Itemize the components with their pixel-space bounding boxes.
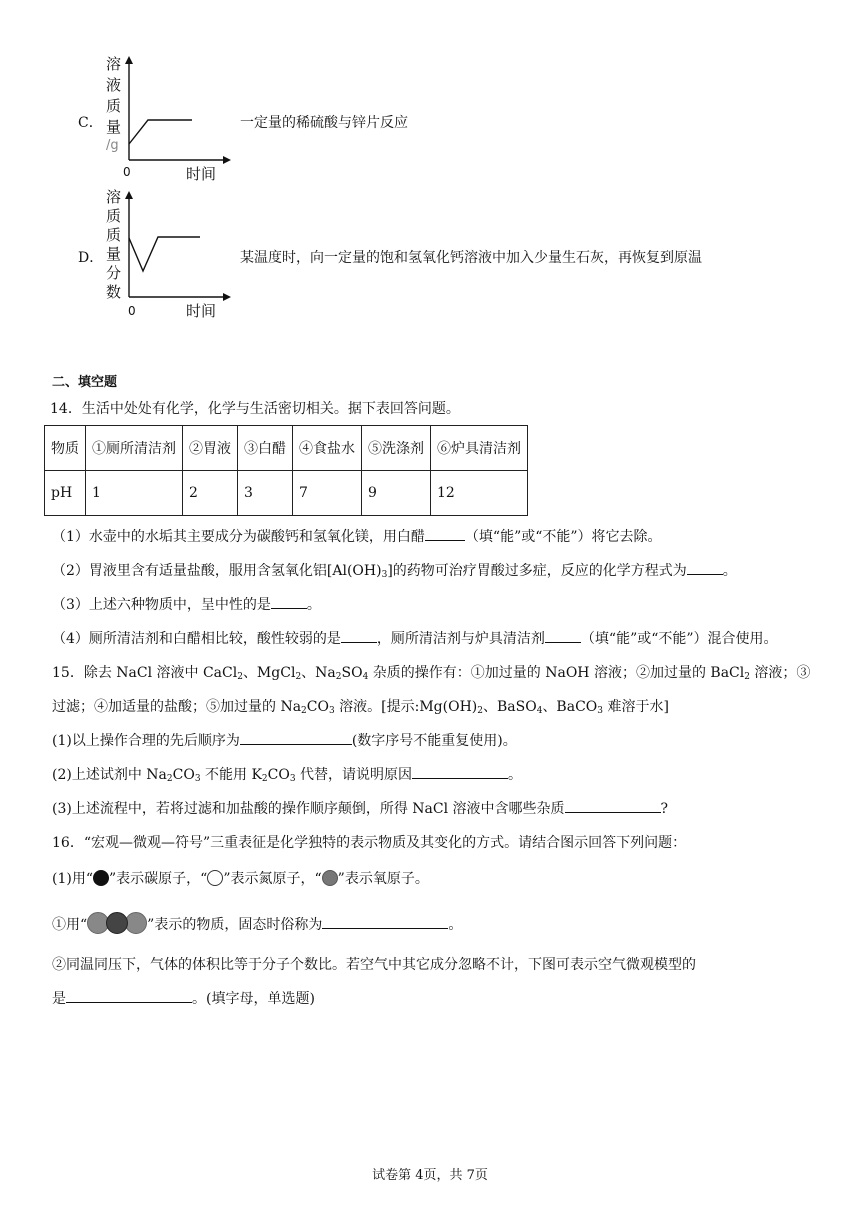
q14-part2-text: （2）胃液里含有适量盐酸，服用含氢氧化铝[Al(OH) — [52, 563, 382, 579]
answer-blank[interactable] — [341, 630, 377, 643]
answer-blank[interactable] — [425, 528, 465, 541]
option-d-ylabel-5: 分 — [106, 264, 122, 282]
option-c-label: C． — [78, 115, 103, 131]
option-d-ylabel-3: 质 — [106, 226, 122, 244]
subscript: 2 — [477, 706, 483, 716]
q15-part2-text: 不能用 K — [200, 767, 262, 783]
subscript: 2 — [335, 672, 342, 682]
option-d-ylabel-6: 数 — [106, 283, 122, 301]
answer-blank[interactable] — [322, 916, 448, 929]
option-d-x-arrow — [223, 293, 231, 301]
q15-part3 — [52, 798, 668, 818]
subscript: 3 — [194, 774, 201, 784]
q15-text: CO — [306, 699, 329, 715]
q16-part4-text: 。(填字母，单选题) — [192, 991, 315, 1007]
q14-part1-text: （1）水壶中的水垢其主要成分为碳酸钙和氢氧化镁，用白醋 — [52, 529, 425, 545]
table-cell: ③白醋 — [238, 426, 293, 471]
table-cell: 物质 — [45, 426, 86, 471]
q16-part2 — [52, 912, 462, 934]
answer-blank[interactable] — [240, 732, 352, 745]
subscript: 2 — [295, 672, 302, 682]
option-d-ylabel-1: 溶 — [106, 188, 122, 206]
q16-part1-text: ”表示碳原子，“ — [109, 871, 208, 887]
q15-part1 — [52, 730, 517, 750]
answer-blank[interactable] — [687, 562, 723, 575]
table-cell: ①厕所清洁剂 — [86, 426, 183, 471]
option-d-origin: 0 — [128, 304, 136, 318]
q16-part2-text: ”表示的物质，固态时俗称为 — [147, 917, 323, 933]
subscript: 2 — [237, 672, 243, 682]
table-cell: ⑥炉具清洁剂 — [431, 426, 528, 471]
subscript: 4 — [536, 706, 543, 716]
q16-part1 — [52, 868, 429, 888]
subscript: 2 — [261, 774, 268, 784]
option-c-xlabel: 时间 — [186, 165, 217, 182]
ph-table — [44, 425, 528, 516]
page-footer: 试卷第 4页，共 7页 — [372, 1168, 488, 1183]
subscript: 3 — [597, 706, 603, 716]
q16-part2-text: 。 — [448, 917, 463, 933]
oxygen-atom-icon — [322, 870, 338, 886]
q15-text: 、BaCO — [542, 699, 598, 715]
subscript: 4 — [362, 672, 369, 682]
q14-part1 — [52, 526, 662, 546]
q14-part3-text: （3）上述六种物质中，呈中性的是 — [52, 597, 271, 613]
answer-blank[interactable] — [66, 990, 192, 1003]
table-cell: ⑤洗涤剂 — [362, 426, 431, 471]
q16-part1-text: (1)用“ — [52, 871, 93, 887]
option-c-ylabel-2: 液 — [106, 76, 122, 94]
q14-part4-text-2: ，厕所清洁剂与炉具清洁剂 — [376, 631, 545, 647]
q16-stem: 16．“宏观—微观—符号”三重表征是化学独特的表示物质及其变化的方式。请结合图示回答下列问题： — [52, 835, 687, 851]
q15-part2-text: 。 — [508, 767, 523, 783]
q14-part4-text: （4）厕所清洁剂和白醋相比较，酸性较弱的是 — [52, 631, 341, 647]
option-c-ylabel-4: 量 — [106, 118, 122, 136]
option-c-curve — [129, 120, 192, 144]
table-cell: 7 — [293, 471, 362, 516]
q15-part3-text: (3)上述流程中，若将过滤和加盐酸的操作顺序颠倒，所得 NaCl 溶液中含哪些杂质 — [52, 801, 565, 817]
nitrogen-atom-icon — [207, 870, 223, 886]
subscript: 3 — [289, 774, 296, 784]
q14-part2 — [52, 560, 737, 580]
q14-part3 — [52, 594, 321, 614]
answer-blank[interactable] — [565, 800, 661, 813]
q15-part2-text: CO — [172, 767, 195, 783]
table-row — [45, 471, 528, 516]
option-d-ylabel-2: 质 — [106, 207, 122, 225]
q14-part3-text-2: 。 — [306, 597, 321, 613]
q15-text: 过滤；④加适量的盐酸；⑤加过量的 Na — [52, 699, 302, 715]
option-c-x-arrow — [223, 156, 231, 164]
answer-blank[interactable] — [271, 596, 307, 609]
q15-text: 、MgCl — [242, 665, 296, 681]
subscript: 2 — [166, 774, 173, 784]
table-row — [45, 426, 528, 471]
option-c-ylabel-5: /g — [106, 138, 119, 153]
table-cell: 9 — [362, 471, 431, 516]
option-d-label: D． — [78, 250, 104, 266]
co2-molecule-icon — [87, 912, 147, 934]
answer-blank[interactable] — [412, 766, 508, 779]
option-c-graph — [100, 52, 235, 182]
table-cell: ②胃液 — [183, 426, 238, 471]
answer-blank[interactable] — [545, 630, 581, 643]
q15-part2-text: CO — [267, 767, 290, 783]
option-d-description: 某温度时，向一定量的饱和氢氧化钙溶液中加入少量生石灰，再恢复到原温 — [240, 250, 702, 266]
q14-part4 — [52, 628, 778, 648]
q16-part3: ②同温同压下，气体的体积比等于分子个数比。若空气中其它成分忽略不计，下图可表示空气微观模型的 — [52, 957, 696, 973]
q15-text: 杂质的操作有：①加过量的 NaOH 溶液；②加过量的 BaCl — [368, 665, 745, 681]
q16-part4-text: 是 — [52, 991, 66, 1007]
q15-text: 溶液。[提示:Mg(OH) — [334, 699, 478, 715]
option-c-description: 一定量的稀硫酸与锌片反应 — [240, 115, 408, 131]
q15-text: 难溶于水] — [603, 699, 669, 715]
q15-stem-line2 — [52, 696, 669, 716]
q16-part1-text: ”表示氧原子。 — [337, 871, 429, 887]
option-d-xlabel: 时间 — [186, 302, 217, 320]
q15-text: 15．除去 NaCl 溶液中 CaCl — [52, 665, 238, 681]
option-c-ylabel-3: 质 — [106, 97, 122, 115]
q14-part1-text-2: （填“能”或“不能”）将它去除。 — [464, 529, 662, 545]
q15-part2-text: 代替，请说明原因 — [295, 767, 413, 783]
table-cell: pH — [45, 471, 86, 516]
option-d-graph — [100, 186, 235, 321]
option-d-curve — [129, 237, 200, 271]
q15-part2-text: (2)上述试剂中 Na — [52, 767, 167, 783]
subscript: 3 — [381, 570, 388, 580]
q14-part4-text-3: （填“能”或“不能”）混合使用。 — [580, 631, 778, 647]
section-title: 二、填空题 — [52, 375, 118, 390]
option-d-y-arrow — [125, 191, 133, 199]
option-c-ylabel-1: 溶 — [106, 55, 122, 73]
table-cell: 2 — [183, 471, 238, 516]
q15-text: 、BaSO — [483, 699, 537, 715]
option-d-ylabel-4: 量 — [106, 245, 122, 263]
table-cell: ④食盐水 — [293, 426, 362, 471]
q16-part4 — [52, 988, 315, 1008]
q15-text: 溶液；③ — [749, 665, 811, 681]
option-c-origin: 0 — [123, 165, 131, 179]
q14-stem: 14．生活中处处有化学，化学与生活密切相关。据下表回答问题。 — [50, 401, 460, 417]
option-c-y-arrow — [125, 56, 133, 64]
q15-text: SO — [341, 665, 363, 681]
q15-part1-text-2: (数字序号不能重复使用)。 — [351, 733, 517, 749]
subscript: 2 — [744, 672, 750, 682]
table-cell: 12 — [431, 471, 528, 516]
q15-part3-text-2: ? — [660, 801, 669, 817]
q14-part2-text-2: ]的药物可治疗胃酸过多症，反应的化学方程式为 — [387, 563, 687, 579]
table-cell: 1 — [86, 471, 183, 516]
table-cell: 3 — [238, 471, 293, 516]
q15-part1-text: (1)以上操作合理的先后顺序为 — [52, 733, 240, 749]
q15-part2 — [52, 764, 522, 784]
q16-part2-text: ①用“ — [52, 917, 88, 933]
carbon-atom-icon — [93, 870, 109, 886]
subscript: 3 — [328, 706, 335, 716]
q15-text: 、Na — [301, 665, 336, 681]
q14-part2-text-3: 。 — [722, 563, 737, 579]
q16-part1-text: ”表示氮原子，“ — [223, 871, 322, 887]
subscript: 2 — [301, 706, 307, 716]
q15-stem-line1 — [52, 662, 810, 682]
